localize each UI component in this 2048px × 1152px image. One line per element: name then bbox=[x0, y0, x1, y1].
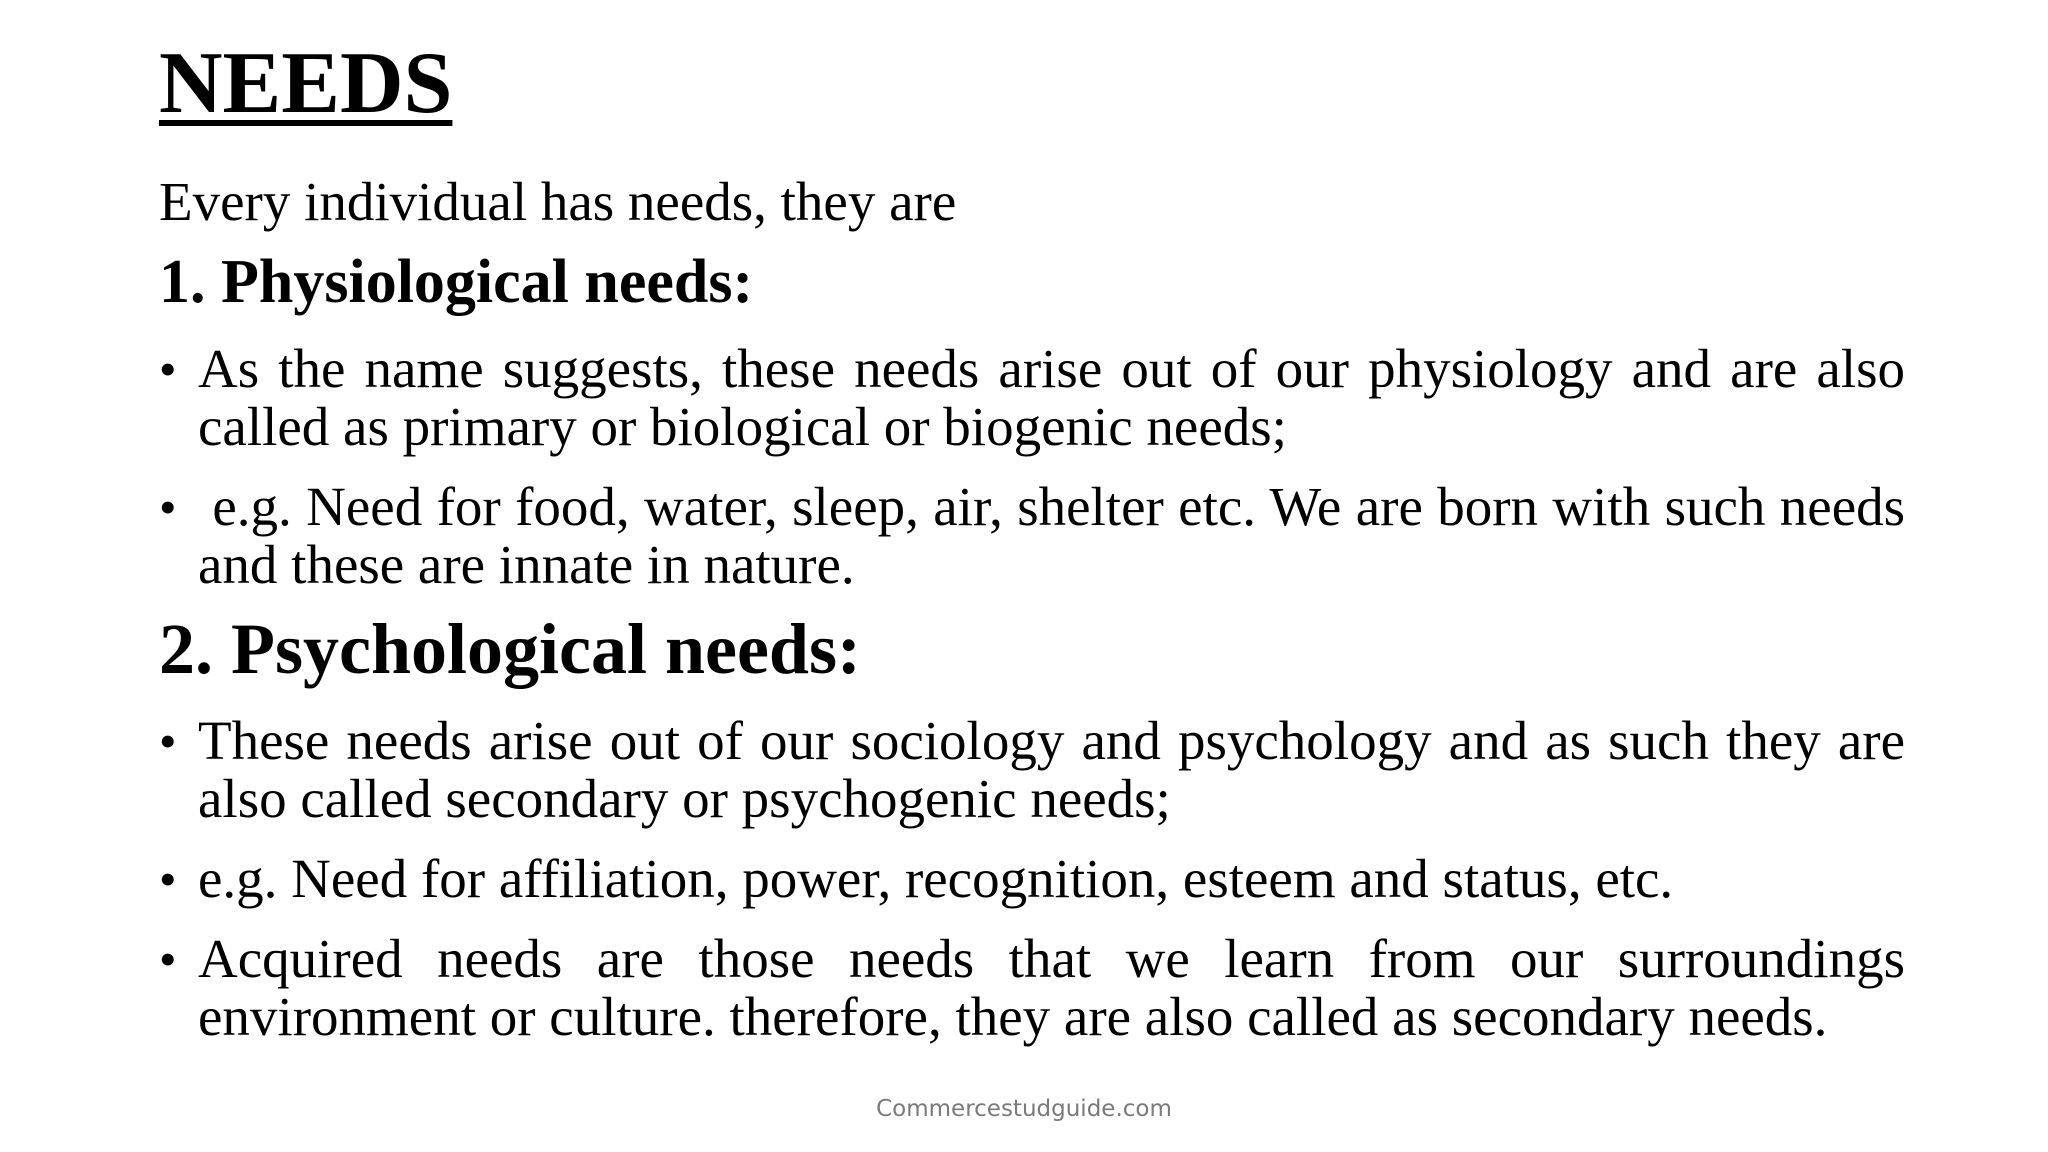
bullet-text: e.g. Need for food, water, sleep, air, shelter etc. We are born with such needs and these are innate in nature. bbox=[198, 476, 1919, 595]
bullet-dot: • bbox=[159, 931, 177, 987]
section-heading-psychological: 2. Psychological needs: bbox=[159, 609, 861, 689]
slide-title: NEEDS bbox=[159, 35, 453, 132]
bullet-text: As the name suggests, these needs arise out of our physiology and are also called as primary or biological or biogenic needs; bbox=[198, 338, 1905, 457]
slide bbox=[159, 0, 1919, 1152]
list-item bbox=[159, 476, 1919, 595]
intro-text: Every individual has needs, they are bbox=[159, 171, 957, 232]
bullet-list-psychological bbox=[159, 712, 1905, 1068]
list-item bbox=[159, 930, 1905, 1046]
bullet-text: e.g. Need for affiliation, power, recognition, esteem and status, etc. bbox=[198, 848, 1674, 909]
list-item bbox=[159, 340, 1905, 456]
list-item bbox=[159, 712, 1905, 828]
bullet-dot: • bbox=[159, 341, 177, 397]
bullet-list-physiological bbox=[159, 338, 1919, 616]
watermark-footer: Commercestudguide.com bbox=[876, 1096, 1172, 1122]
bullet-dot: • bbox=[159, 479, 177, 535]
section-heading-physiological: 1. Physiological needs: bbox=[159, 248, 754, 316]
bullet-text: Acquired needs are those needs that we learn from our surroundings environment or culture. therefore, they are also called as secondary needs. bbox=[198, 928, 1905, 1047]
bullet-dot: • bbox=[159, 851, 177, 907]
bullet-dot: • bbox=[159, 713, 177, 769]
list-item bbox=[159, 850, 1905, 908]
bullet-text: These needs arise out of our sociology and psychology and as such they are also called secondary or psychogenic needs; bbox=[198, 710, 1905, 829]
